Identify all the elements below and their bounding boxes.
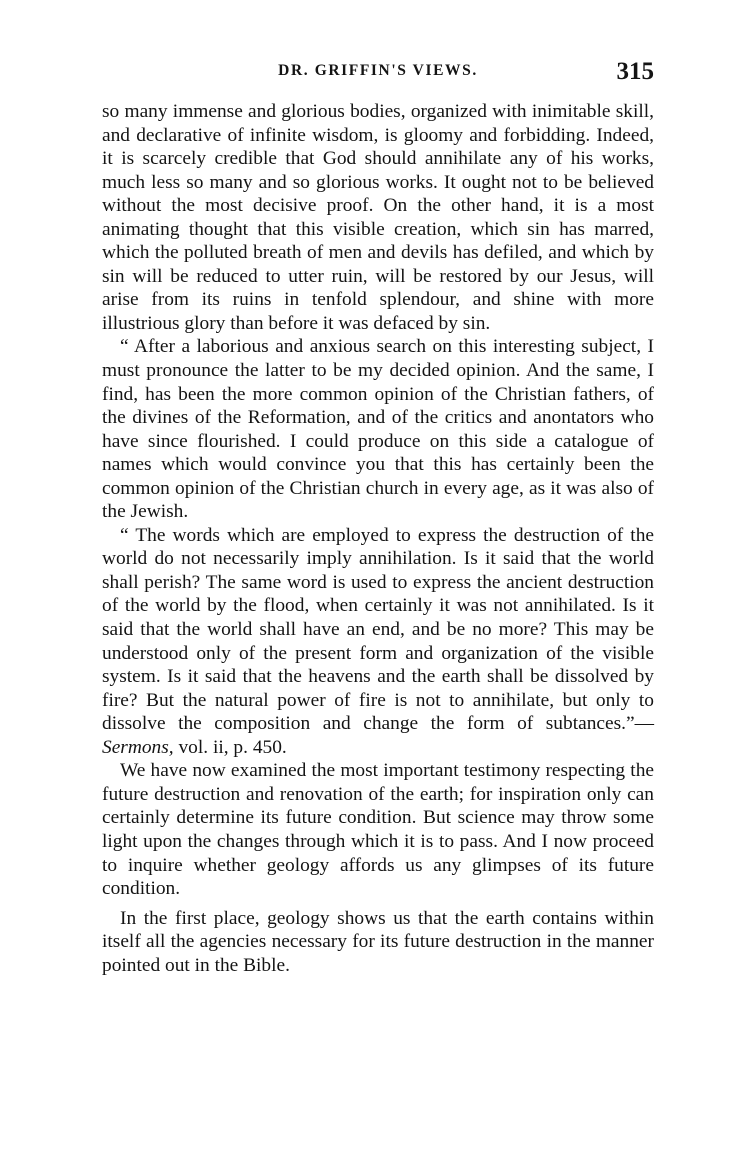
paragraph-2: “ After a laborious and anxious search on this interesting subject, I must pronounce the latter to be my decided opinion. And the same, I find, has been the more common opinion of the Christian fathers, of the divines of the Reformation, and of the critics and anontators who have since flourished. I could produce on this side a catalogue of names which would convince you that this has certainly been the common opinion of the Christian church in every age, as it was also of the Jewish. [102,336,654,523]
paragraph-5: In the first place, geology shows us that the earth contains within itself all the agencies necessary for its future destruction in the manner pointed out in the Bible. [102,907,654,976]
page-number: 315 [616,58,654,85]
body-text [102,100,654,977]
running-header [102,58,654,92]
paragraph-3-text: “ The words which are employed to express the destruction of the world do not necessarily imply annihilation. Is it said that the world shall perish? The same word is used to express the ancient destruction of the world by the flood, when certainly it was not annihilated. Is it said that the world shall have an end, and be no more? This may be understood only of the present form and organization of the visible system. Is it said that the heavens and the earth shall be dissolved by fire? But the natural power of fire is not to annihilate, but only to dissolve the composition and change the form of subtances.”— [102,524,654,735]
paragraph-4: We have now examined the most important testimony respecting the future destruction and renovation of the earth; for inspiration only can certainly determine its future condition. But science may throw some light upon the changes through which it is to pass. And I now proceed to inquire whether geology affords us any glimpses of its future condition. [102,760,654,900]
paragraph-1: so many immense and glorious bodies, organized with inimitable skill, and declarative of infinite wisdom, is gloomy and forbidding. Indeed, it is scarcely credible that God should annihilate any of his works, much less so many and so glorious works. It ought not to be believed without the most decisive proof. On the other hand, it is a most animating thought that this visible creation, which sin has marred, which the polluted breath of men and devils has defiled, and which by sin will be reduced to utter ruin, will be restored by our Jesus, will arise from its ruins in tenfold splendour, and shine with more illustrious glory than before it was defaced by sin. [102,101,654,334]
citation-work-title: Sermons, [102,736,174,758]
citation-reference: vol. ii, p. 450. [173,736,287,758]
paragraph-3 [102,524,654,759]
running-title: DR. GRIFFIN'S VIEWS. [278,62,478,79]
